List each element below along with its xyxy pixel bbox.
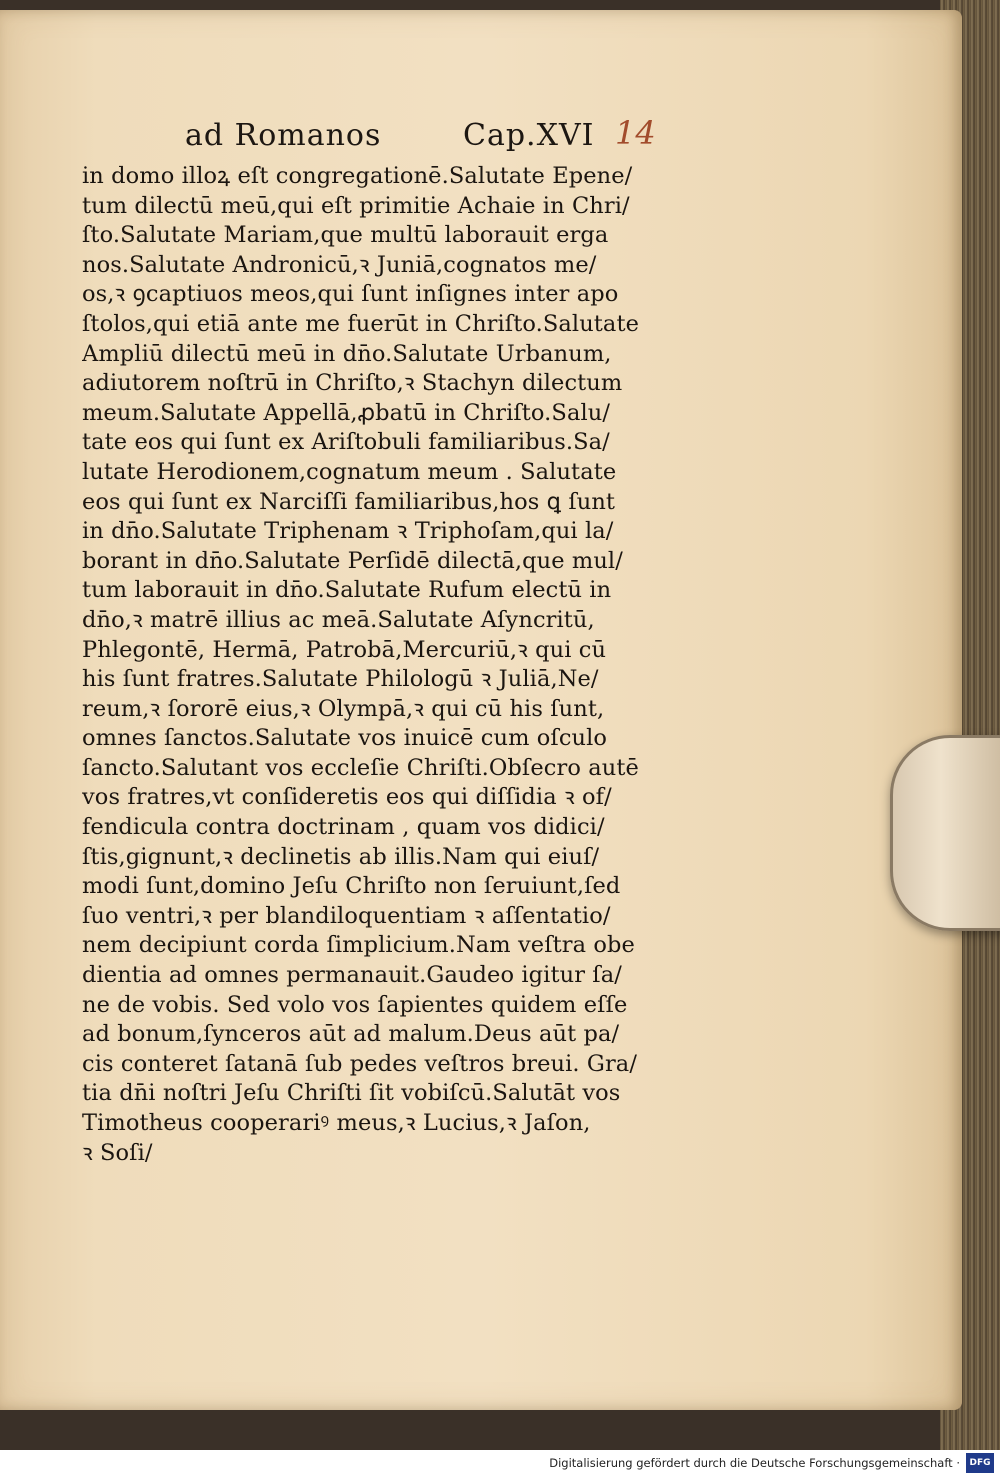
text-line: meum.Salutate Appellā,ꝓbatū in Chriſto.Salu/ (82, 399, 611, 426)
text-line: lutate Herodionem,cognatum meum . Salutate (82, 458, 617, 485)
text-line: dn̄o,ꝛ matrē illius ac meā.Salutate Aſyncritū, (82, 606, 595, 633)
text-line: nos.Salutate Andronicū,ꝛ Juniā,cognatos me/ (82, 251, 597, 278)
text-line: in domo illoꝝ eſt congregationē.Salutate Epene/ (82, 163, 633, 189)
text-line: in dn̄o.Salutate Triphenam ꝛ Triphoſam,qui la/ (82, 518, 614, 545)
text-line: adiutorem noſtrū in Chriſto,ꝛ Stachyn dilectum (82, 370, 623, 397)
body-text (82, 162, 732, 1168)
text-line: ne de vobis. Sed volo vos ſapientes quidem eſſe (82, 991, 628, 1018)
running-head (185, 114, 745, 168)
text-line: fendicula contra doctrinam , quam vos didici/ (82, 814, 605, 841)
text-line: tum dilectū meū,qui eſt primitie Achaie in Chri/ (82, 192, 630, 219)
text-line: ſancto.Salutant vos eccleſie Chriſti.Obſecro autē (82, 754, 639, 781)
text-line: tum laborauit in dn̄o.Salutate Rufum electū in (82, 577, 612, 604)
text-line: his ſunt fratres.Salutate Philologū ꝛ Juliā,Ne/ (82, 666, 599, 693)
text-line: modi ſunt,domino Jeſu Chriſto non ſeruiunt,ſed (82, 873, 621, 900)
text-line: cis conteret ſatanā ſub pedes veſtros breui. Gra/ (82, 1050, 638, 1077)
text-line: nem decipiunt corda ſimplicium.Nam veſtra obe (82, 932, 635, 959)
text-line: ſuo ventri,ꝛ per blandiloquentiam ꝛ aſſentatio/ (82, 902, 611, 929)
text-line: os,ꝛ ꝯcaptiuos meos,qui ſunt inſignes inter apo (82, 281, 619, 308)
text-line: ꝛ Soſi/ (82, 1139, 153, 1166)
text-line: ſtis,gignunt,ꝛ declinetis ab illis.Nam qui eiuſ/ (82, 843, 600, 870)
text-line: vos fratres,vt conſideretis eos qui diſſidia ꝛ of/ (82, 784, 612, 811)
handwritten-folio-number: 14 (615, 114, 656, 152)
funding-credit: Digitalisierung gefördert durch die Deutsche Forschungsgemeinschaft · (549, 1456, 960, 1470)
running-head-title: ad Romanos (185, 118, 382, 153)
text-line: Timotheus cooperariꝰ meus,ꝛ Lucius,ꝛ Jaſon, (82, 1110, 591, 1136)
dfg-logo: DFG (966, 1453, 994, 1473)
text-line: Phlegontē, Hermā, Patrobā,Mercuriū,ꝛ qui cū (82, 636, 607, 663)
chapter-number: Cap.XVI (463, 118, 595, 153)
text-line: tate eos qui ſunt ex Ariſtobuli familiaribus.Sa/ (82, 429, 610, 456)
text-line: ſtolos,qui etiā ante me fuerūt in Chriſto.Salutate (82, 310, 640, 337)
footer-bar (0, 1450, 1000, 1477)
text-line: omnes ſanctos.Salutate vos inuicē cum oſculo (82, 725, 608, 752)
book-clasp (890, 735, 1000, 931)
text-line: reum,ꝛ ſororē eius,ꝛ Olympā,ꝛ qui cū his ſunt, (82, 695, 605, 722)
text-line: dientia ad omnes permanauit.Gaudeo igitur ſa/ (82, 962, 622, 989)
text-line: ſto.Salutate Mariam,que multū laborauit erga (82, 222, 609, 249)
text-line: ad bonum,ſynceros aūt ad malum.Deus aūt pa/ (82, 1021, 620, 1048)
text-line: eos qui ſunt ex Narciſſi familiaribus,hos ꝗ ſunt (82, 488, 616, 515)
text-line: Ampliū dilectū meū in dn̄o.Salutate Urbanum, (82, 340, 612, 367)
text-line: borant in dn̄o.Salutate Perſidē dilectā,que mul/ (82, 547, 623, 574)
text-line: tia dn̄i noſtri Jeſu Chriſti ſit vobiſcū.Salutāt vos (82, 1080, 621, 1107)
